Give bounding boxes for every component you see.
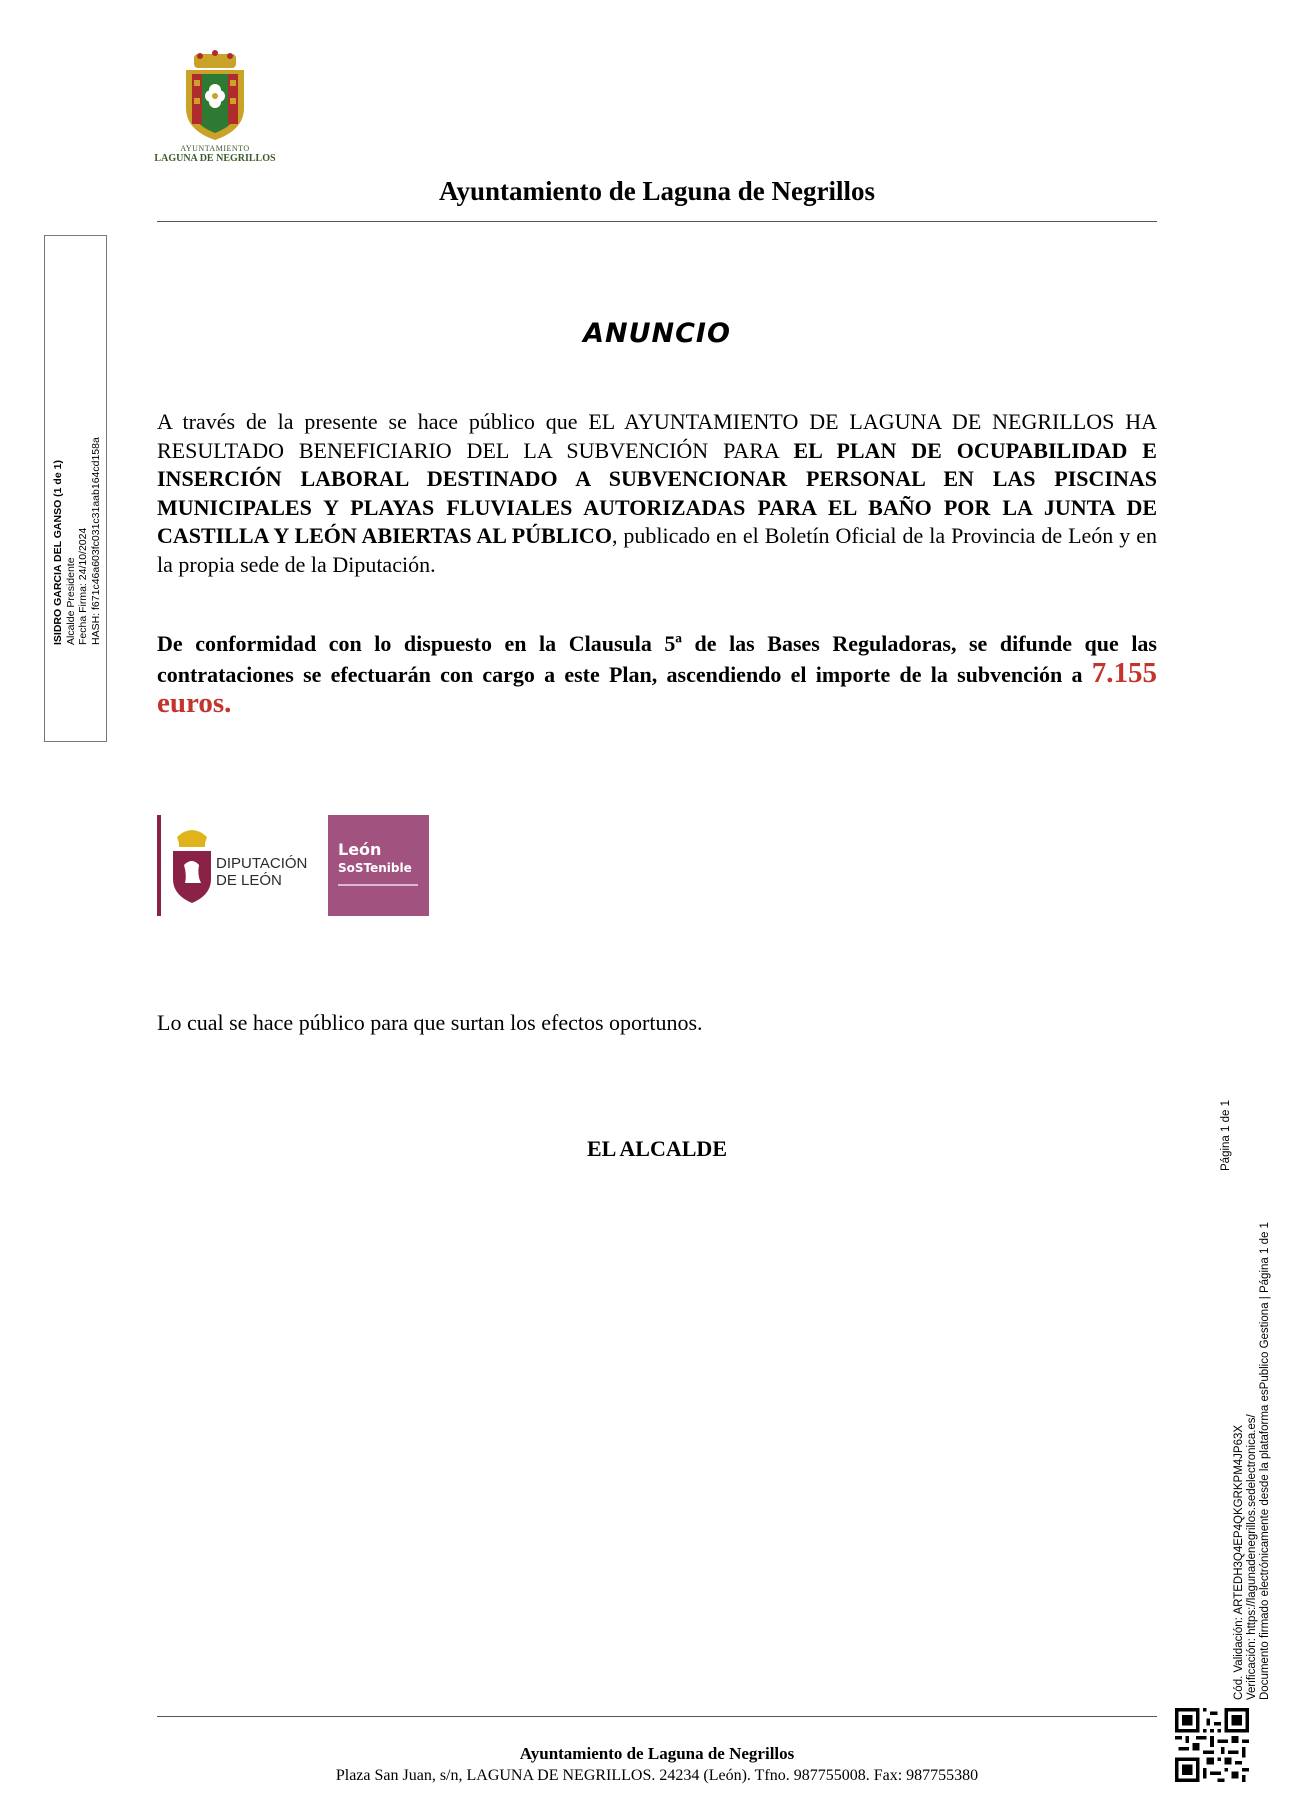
diputacion-wordmark (216, 855, 307, 889)
signature-role: Alcalde Presidente (64, 557, 77, 645)
coat-of-arms-icon (176, 50, 254, 142)
municipal-crest-logo (150, 50, 280, 170)
signer-title: EL ALCALDE (587, 1136, 727, 1161)
verification-info (1220, 1100, 1272, 1700)
crest-caption-bottom: LAGUNA DE NEGRILLOS (154, 153, 276, 164)
qr-code-icon (1175, 1708, 1249, 1782)
verification-page: Página 1 de 1 (1220, 1100, 1232, 1171)
funding-paragraph (157, 630, 1157, 720)
diputacion-crest-icon (167, 823, 217, 908)
signature-hash: HASH: f671c46a603fc031c31aab164cd158a (89, 437, 102, 645)
crest-caption-top: AYUNTAMIENTO (180, 144, 250, 153)
subsidy-amount: 7.155 euros. (157, 656, 1157, 719)
leon-sostenible-tagline-bar (338, 884, 418, 886)
signature-date: Fecha Firma: 24/10/2024 (77, 527, 89, 645)
footer-divider (157, 1716, 1157, 1717)
announcement-paragraph (157, 408, 1157, 579)
footer-address: Plaza San Juan, s/n, LAGUNA DE NEGRILLOS. 24234 (León). Tfno. 987755008. Fax: 987755380 (335, 1767, 979, 1784)
announcement-heading: ANUNCIO (583, 318, 731, 349)
page-title: Ayuntamiento de Laguna de Negrillos (438, 176, 876, 206)
leon-sostenible-line2: SoSTenible (338, 861, 412, 875)
footer-organization: Ayuntamiento de Laguna de Negrillos (519, 1744, 795, 1763)
verification-note: Documento firmado electrónicamente desde la plataforma esPublico Gestiona | Página 1 de 1 (1259, 1222, 1271, 1700)
para1-plan-name: EL PLAN DE OCUPABILIDAD E INSERCIÓN LABORAL DESTINADO A SUBVENCIONAR PERSONAL EN LAS PISCINAS MUNICIPALES Y PLAYAS FLUVIALES AUTORIZADAS PARA EL BAÑO POR LA JUNTA DE CASTILLA Y LEÓN ABIERTAS AL PÚBLICO (157, 437, 1157, 548)
header-divider (157, 221, 1157, 222)
diputacion-line1: DIPUTACIÓN (216, 855, 308, 872)
verification-code: Cód. Validación: ARTEDH3Q4EP4QKGRKPM4JP63X (1233, 1424, 1245, 1700)
para1-ending: , publicado en el Boletín Oficial de la Provincia de León y en la propia sede de la Diputación. (157, 523, 1157, 577)
leon-sostenible-line1: León (338, 840, 382, 859)
diputacion-line2: DE LEÓN (216, 872, 282, 889)
signature-signer: ISIDRO GARCIA DEL GANSO (1 de 1) (52, 460, 64, 645)
verification-url: Verificación: https://lagunadenegrillos.sedelectronica.es/ (1246, 1414, 1258, 1700)
signature-info (52, 345, 102, 645)
para1-intro: A través de la presente se hace público que EL AYUNTAMIENTO DE LAGUNA DE NEGRILLOS HA RESULTADO BENEFICIARIO DEL LA SUBVENCIÓN PARA (157, 409, 1157, 463)
para2-text: De conformidad con lo dispuesto en la Clausula 5ª de las Bases Reguladoras, se difunde que las contrataciones se efectuarán con cargo a este Plan, ascendiendo el importe de la subvención a (157, 631, 1157, 687)
closing-text: Lo cual se hace público para que surtan los efectos oportunos. (157, 1010, 703, 1035)
